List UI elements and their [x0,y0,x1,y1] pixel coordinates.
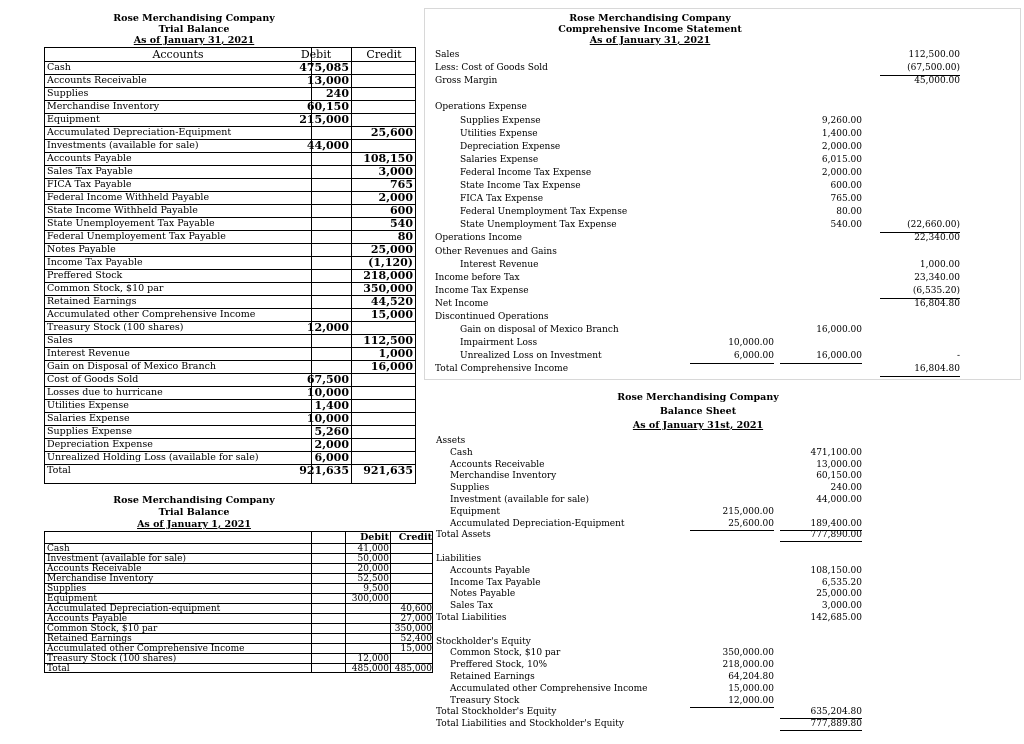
tb1-account: Cost of Goods Sold [47,374,139,385]
tb1-account: Accounts Receivable [47,75,147,86]
tb2-account: Common Stock, $10 par [47,624,158,634]
bs-col1: 350,000.00 [722,648,774,659]
bs-col2: 60,150.00 [816,471,862,482]
table-row [45,348,415,361]
table-row [45,218,415,231]
is-company: Rose Merchandising Company [569,13,731,24]
bs-col1: 215,000.00 [722,506,774,517]
table-row [45,309,415,322]
table-row [45,604,432,614]
table-row [45,231,415,244]
bs-col2: 777,890.00 [780,529,862,542]
bs-label: Sales Tax [450,601,493,612]
table-row [45,75,415,88]
table-row [45,361,415,374]
bs-col2: 3,000.00 [821,601,862,612]
bs-col1: 218,000.00 [722,660,774,671]
bs-label: Cash [450,447,473,458]
bs-label: Common Stock, $10 par [450,648,561,659]
bs-col1: 64,204.80 [728,672,774,682]
is-label: Sales [435,50,460,60]
is-label: Impairment Loss [460,338,538,349]
tb1-debit: 44,000 [306,140,349,152]
table-row [45,564,432,574]
is-col2: 9,260.00 [821,115,862,126]
bs-title: Balance Sheet [659,406,737,417]
tb1-credit: 80 [397,231,413,243]
tb1-account: Merchandise Inventory [47,101,160,112]
is-col2: 16,000.00 [816,325,862,336]
bs-label: Total Assets [436,530,491,541]
table-row [45,101,415,114]
bs-label: Accumulated other Comprehensive Income [450,683,648,694]
tb1-debit: 10,000 [306,413,349,425]
tb1-credit: 921,635 [363,465,413,477]
tb1-account: Interest Revenue [47,348,130,359]
tb2-credit: 350,000 [394,624,432,634]
is-col2: 6,015.00 [821,154,862,165]
tb1-debit: 60,150 [306,101,349,113]
is-label: Operations Expense [435,102,527,113]
tb1-account: Investments (available for sale) [47,140,199,151]
table-row [45,452,415,465]
is-label: Net Income [435,298,489,309]
bs-label: Total Liabilities and Stockholder's Equity [436,719,624,730]
tb1-debit: 921,635 [299,465,349,477]
is-label: Interest Revenue [460,259,539,270]
tb1-credit: 350,000 [363,283,413,295]
tb2-account: Total [47,664,70,674]
tb1-account: Total [47,465,71,476]
tb2-credit: 485,000 [394,664,432,674]
tb2-debit: 41,000 [357,544,389,554]
table-row [45,270,415,283]
tb1-credit: 108,150 [363,153,413,165]
bs-col2: 777,889.80 [780,718,862,731]
tb1-debit: 12,000 [306,322,349,334]
is-label: Income before Tax [435,272,520,283]
tb2-account: Equipment [47,594,98,604]
tb2-company: Rose Merchandising Company [113,495,275,506]
table-row [45,413,415,426]
tb1-account: Utilities Expense [47,400,129,411]
table-row [45,426,415,439]
is-col3: 1,000.00 [919,259,960,270]
is-date: As of January 31, 2021 [589,35,711,46]
is-col3: 45,000.00 [914,76,960,87]
is-label: State Income Tax Expense [460,181,581,191]
is-col3: - [956,351,960,362]
tb1-debit: 240 [326,88,349,100]
bs-label: Preffered Stock, 10% [450,660,548,671]
bs-col1: 12,000.00 [690,695,774,708]
tb2-debit: 52,500 [357,574,389,584]
is-label: Salaries Expense [460,154,539,165]
is-label: Income Tax Expense [435,285,529,296]
is-label: Gain on disposal of Mexico Branch [460,325,619,336]
bs-label: Total Stockholder's Equity [436,707,557,718]
bs-date: As of January 31st, 2021 [632,420,764,431]
bs-col2: 44,000.00 [816,495,862,505]
table-row [45,624,432,634]
is-col3: 16,804.80 [914,298,960,309]
is-label: Unrealized Loss on Investment [460,351,602,362]
tb1-account: Federal Unemployement Tax Payable [47,231,226,242]
bs-label: Notes Payable [450,589,516,600]
tb1-debit: 215,000 [299,114,349,126]
bs-col2: 25,000.00 [816,589,862,600]
tb1-credit: 25,600 [370,127,413,139]
is-label: Operations Income [435,233,522,244]
is-col3: 22,340.00 [914,233,960,244]
tb1-account: Depreciation Expense [47,439,153,450]
table-row [45,62,415,75]
tb1-credit: 765 [390,179,413,191]
tb1-credit: (1,120) [368,257,413,269]
table-row [45,574,432,584]
table-row [45,465,415,478]
bs-col2: 6,535.20 [821,577,862,588]
tb1-credit: 1,000 [378,348,413,360]
table-row [45,664,432,674]
is-col2: 16,000.00 [780,350,862,364]
table-row [45,179,415,192]
table-row [45,153,415,166]
is-col3: (67,500.00) [880,62,960,76]
is-label: Other Revenues and Gains [435,246,557,257]
is-col2: 80.00 [836,207,862,218]
tb1-account: Losses due to hurricane [47,387,163,398]
is-col2: 765.00 [830,194,862,205]
tb1-account: Sales [47,335,73,346]
tb1-credit: 218,000 [363,270,413,282]
is-label: FICA Tax Expense [460,194,544,205]
tb2-debit: 300,000 [351,594,389,604]
tb1-credit: 2,000 [378,192,413,204]
tb2-credit: 52,400 [400,634,432,644]
is-col3: 23,340.00 [914,272,960,283]
is-col3: (6,535.20) [880,285,960,299]
table-row [45,205,415,218]
table-row [45,257,415,270]
tb1-account: Equipment [47,114,100,125]
table-row [45,166,415,179]
tb2-debit: 12,000 [357,654,389,664]
tb1-credit: 540 [390,218,413,230]
tb2-account: Accounts Payable [47,614,128,624]
trial-balance-table-jan1 [44,531,433,673]
table-row [45,544,432,554]
tb1-account: Federal Income Withheld Payable [47,192,210,203]
bs-label: Treasury Stock [450,695,520,706]
table-row [45,244,415,257]
is-title: Comprehensive Income Statement [558,24,742,35]
tb1-debit: 475,085 [299,62,349,74]
is-col1: 6,000.00 [690,350,774,364]
is-col2: 540.00 [830,220,862,231]
table-row [45,374,415,387]
tb2-account: Supplies [47,584,87,594]
tb1-credit: 600 [390,205,413,217]
tb1-account: Notes Payable [47,244,116,255]
tb1-account: Salaries Expense [47,413,130,424]
is-col2: 2,000.00 [821,167,862,178]
is-label: State Unemployment Tax Expense [460,220,617,231]
table-row [45,140,415,153]
tb1-date: As of January 31, 2021 [133,35,255,46]
table-row [45,644,432,654]
bs-col2: 471,100.00 [810,447,862,458]
bs-col1: 25,600.00 [690,518,774,531]
tb1-account: Unrealized Holding Loss (available for sale) [47,452,259,463]
tb1-credit: 16,000 [370,361,413,373]
table-row [45,584,432,594]
tb1-header-debit: Debit [300,48,332,61]
tb2-account: Merchandise Inventory [47,574,154,584]
bs-label: Retained Earnings [450,672,535,682]
is-col2: 1,400.00 [821,128,862,139]
tb1-debit: 5,260 [314,426,349,438]
tb1-company: Rose Merchandising Company [113,13,275,24]
bs-company: Rose Merchandising Company [617,392,779,403]
tb1-account: Accounts Payable [47,153,132,164]
tb1-credit: 44,520 [370,296,413,308]
bs-col2: 13,000.00 [816,459,862,470]
tb1-debit: 1,400 [314,400,349,412]
tb2-credit: 27,000 [400,614,432,624]
is-col3: 16,804.80 [880,363,960,377]
bs-col2: 240.00 [830,483,862,494]
tb2-credit: 40,600 [400,604,432,614]
is-label: Utilities Expense [460,128,538,139]
tb2-date: As of January 1, 2021 [137,519,251,530]
bs-label: Assets [436,436,466,446]
tb1-debit: 2,000 [314,439,349,451]
tb1-account: State Income Withheld Payable [47,205,198,216]
bs-label: Merchandise Inventory [450,471,557,482]
table-row [45,283,415,296]
tb1-credit: 25,000 [370,244,413,256]
table-row [45,654,432,664]
table-row [45,594,432,604]
tb2-debit: 50,000 [357,554,389,564]
table-row [45,296,415,309]
tb2-credit: 15,000 [400,644,432,654]
tb1-account: Preffered Stock [47,270,123,281]
table-row [45,114,415,127]
bs-label: Income Tax Payable [450,577,541,588]
is-label: Less: Cost of Goods Sold [435,63,548,74]
bs-label: Accumulated Depreciation-Equipment [450,518,625,529]
tb1-account: Gain on Disposal of Mexico Branch [47,361,217,372]
table-row [45,614,432,624]
tb1-credit: 112,500 [363,335,413,347]
tb2-debit: 485,000 [351,664,389,674]
is-label: Gross Margin [435,76,498,87]
tb2-account: Cash [47,544,70,554]
is-label: Total Comprehensive Income [435,364,569,375]
is-label: Supplies Expense [460,115,541,126]
tb1-account: Retained Earnings [47,296,137,307]
is-col3: 112,500.00 [908,50,960,60]
bs-label: Equipment [450,506,501,517]
tb2-header-credit: Credit [398,532,432,543]
bs-label: Total Liabilities [436,613,507,623]
trial-balance-table-jan31 [44,47,416,484]
tb1-credit: 15,000 [370,309,413,321]
tb1-account: Supplies Expense [47,426,132,437]
is-label: Depreciation Expense [460,141,561,152]
tb2-title: Trial Balance [158,507,230,518]
tb1-account: Cash [47,62,71,73]
tb1-account: Common Stock, $10 par [47,283,164,294]
tb1-account: Treasury Stock (100 shares) [47,322,184,333]
bs-label: Supplies [450,483,490,494]
tb1-title: Trial Balance [158,24,230,35]
is-label: Discontinued Operations [435,312,549,322]
tb1-header-credit: Credit [366,48,402,61]
table-row [45,88,415,101]
table-row [45,400,415,413]
is-col2: 600.00 [830,181,862,191]
tb2-debit: 9,500 [363,584,389,594]
tb1-account: Sales Tax Payable [47,166,133,177]
tb1-credit: 3,000 [378,166,413,178]
is-label: Federal Unemployment Tax Expense [460,207,628,218]
tb2-account: Investment (available for sale) [47,554,187,564]
bs-label: Liabilities [436,554,482,564]
bs-col2: 108,150.00 [810,565,862,576]
tb1-header-accounts: Accounts [152,48,204,61]
tb1-account: Income Tax Payable [47,257,143,268]
table-row [45,387,415,400]
is-col2: 2,000.00 [821,141,862,152]
tb1-account: Accumulated other Comprehensive Income [47,309,256,320]
table-row [45,439,415,452]
tb1-account: Supplies [47,88,89,99]
table-row [45,192,415,205]
is-label: Federal Income Tax Expense [460,167,592,178]
tb2-account: Accumulated Depreciation-equipment [47,604,221,614]
table-row [45,554,432,564]
bs-col2: 635,204.80 [780,706,862,719]
tb1-debit: 10,000 [306,387,349,399]
tb1-debit: 6,000 [314,452,349,464]
bs-col2: 189,400.00 [780,518,862,531]
tb1-debit: 67,500 [306,374,349,386]
is-col1: 10,000.00 [728,338,774,349]
tb1-debit: 13,000 [306,75,349,87]
tb2-account: Treasury Stock (100 shares) [47,654,177,664]
tb1-account: Accumulated Depreciation-Equipment [47,127,232,138]
table-row [45,322,415,335]
is-col3: (22,660.00) [880,219,960,233]
tb2-account: Retained Earnings [47,634,132,644]
bs-label: Accounts Receivable [450,459,545,470]
bs-label: Accounts Payable [450,565,531,576]
tb2-debit: 20,000 [357,564,389,574]
table-row [45,127,415,140]
bs-label: Investment (available for sale) [450,495,590,505]
bs-col1: 15,000.00 [728,683,774,694]
tb1-account: State Unemployement Tax Payable [47,218,215,229]
bs-label: Stockholder's Equity [436,636,531,647]
table-row [45,335,415,348]
bs-col2: 142,685.00 [810,613,862,623]
tb1-account: FICA Tax Payable [47,179,132,190]
tb2-account: Accumulated other Comprehensive Income [47,644,245,654]
tb2-header-debit: Debit [360,532,389,543]
tb2-account: Accounts Receivable [47,564,142,574]
table-row [45,634,432,644]
